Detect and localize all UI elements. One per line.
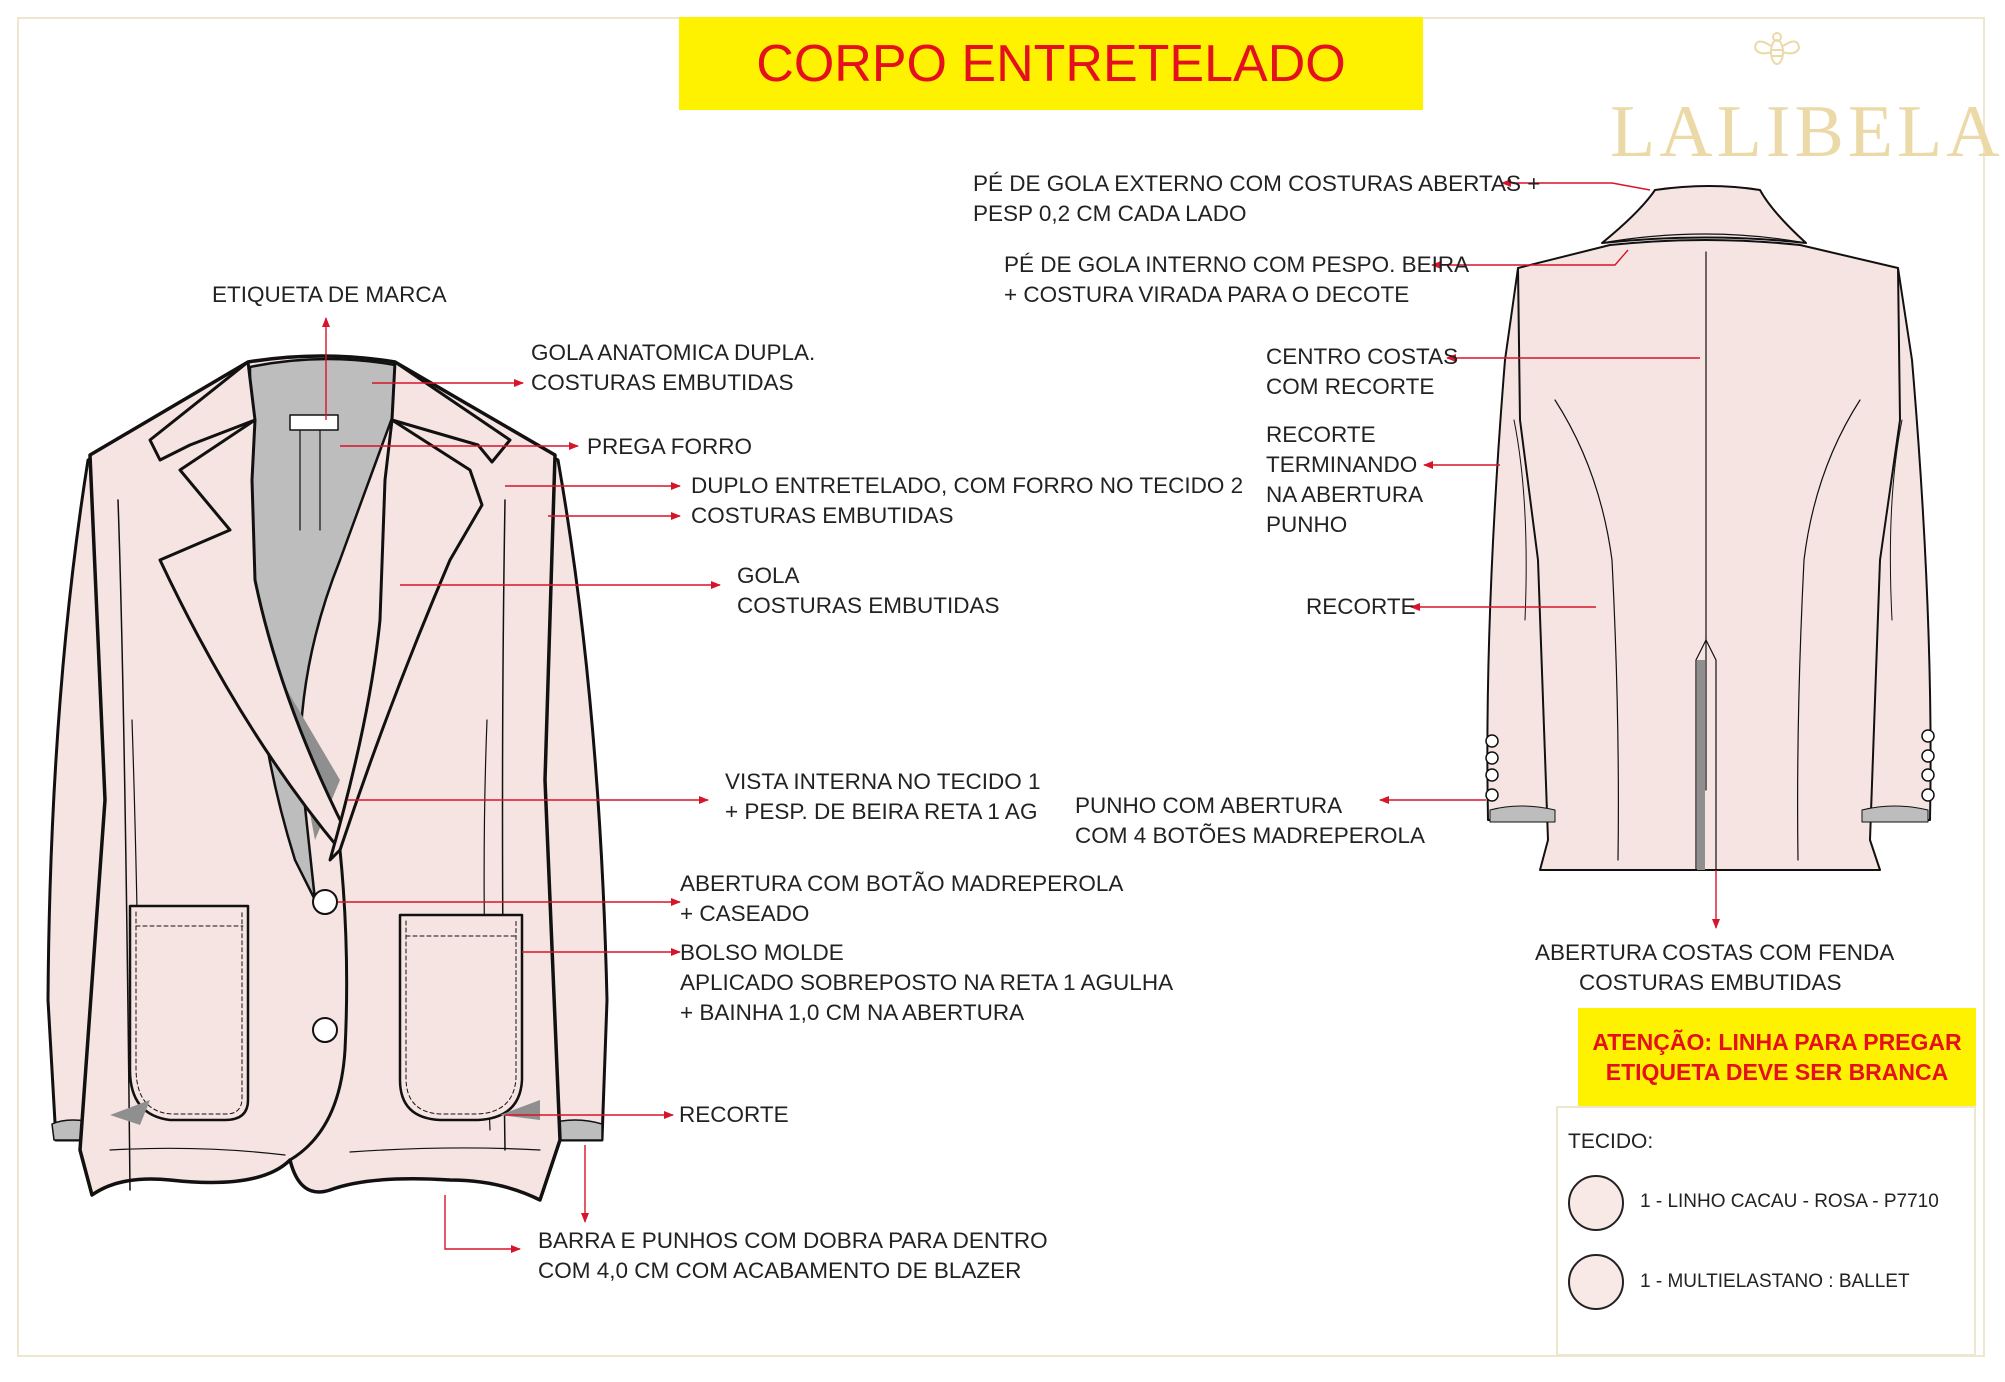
label-pe-externo-2: PESP 0,2 CM CADA LADO (973, 201, 1247, 226)
label-recorte-term-4: PUNHO (1266, 512, 1348, 537)
label-bolso-2: APLICADO SOBREPOSTO NA RETA 1 AGULHA (680, 970, 1174, 995)
label-gola-anatomica-2: COSTURAS EMBUTIDAS (531, 370, 794, 395)
label-recorte-back: RECORTE (1306, 594, 1416, 619)
label-barra-1: BARRA E PUNHOS COM DOBRA PARA DENTRO (538, 1228, 1048, 1253)
label-centro-2: COM RECORTE (1266, 374, 1435, 399)
label-gola-2: COSTURAS EMBUTIDAS (737, 593, 1000, 618)
back-jacket (1486, 186, 1934, 870)
brand-logo: LALIBELA (1610, 91, 2004, 173)
label-abertura-2: + CASEADO (680, 901, 810, 926)
warning-banner (1578, 1008, 1976, 1106)
label-vista-1: VISTA INTERNA NO TECIDO 1 (725, 769, 1041, 794)
fabric-item-2: 1 - MULTIELASTANO : BALLET (1640, 1271, 1910, 1292)
label-bolso-3: + BAINHA 1,0 CM NA ABERTURA (680, 1000, 1025, 1025)
label-bolso-1: BOLSO MOLDE (680, 940, 844, 965)
label-recorte-term-1: RECORTE (1266, 422, 1376, 447)
right-pocket (400, 915, 522, 1120)
warning-line-1: ATENÇÃO: LINHA PARA PREGAR (1592, 1029, 1962, 1055)
label-vista-2: + PESP. DE BEIRA RETA 1 AG (725, 799, 1038, 824)
label-recorte-term-2: TERMINANDO (1266, 452, 1418, 477)
fabric-swatch-1 (1568, 1175, 1624, 1231)
label-fenda-2: COSTURAS EMBUTIDAS (1579, 970, 1842, 995)
label-pe-interno-1: PÉ DE GOLA INTERNO COM PESPO. BEIRA (1004, 252, 1470, 277)
front-button-2 (313, 1018, 337, 1042)
left-pocket (130, 906, 248, 1120)
label-abertura-1: ABERTURA COM BOTÃO MADREPEROLA (680, 871, 1124, 896)
brand-label (290, 415, 338, 430)
label-duplo-2: COSTURAS EMBUTIDAS (691, 503, 954, 528)
label-recorte-term-3: NA ABERTURA (1266, 482, 1424, 507)
label-etiqueta: ETIQUETA DE MARCA (212, 282, 447, 307)
label-pe-externo-1: PÉ DE GOLA EXTERNO COM COSTURAS ABERTAS + (973, 171, 1541, 196)
back-body (1518, 240, 1900, 870)
label-gola-1: GOLA (737, 563, 800, 588)
fabric-item-1: 1 - LINHO CACAU - ROSA - P7710 (1640, 1191, 1939, 1212)
fabric-swatch-2 (1568, 1254, 1624, 1310)
label-pe-interno-2: + COSTURA VIRADA PARA O DECOTE (1004, 282, 1410, 307)
label-barra-2: COM 4,0 CM COM ACABAMENTO DE BLAZER (538, 1258, 1022, 1283)
label-fenda-1: ABERTURA COSTAS COM FENDA (1535, 940, 1895, 965)
front-jacket (48, 356, 607, 1200)
label-prega: PREGA FORRO (587, 434, 753, 459)
label-gola-anatomica-1: GOLA ANATOMICA DUPLA. (531, 340, 816, 365)
front-button-1 (313, 890, 337, 914)
label-punho-1: PUNHO COM ABERTURA (1075, 793, 1343, 818)
fabric-title: TECIDO: (1568, 1130, 1654, 1153)
warning-line-2: ETIQUETA DEVE SER BRANCA (1605, 1059, 1949, 1085)
label-punho-2: COM 4 BOTÕES MADREPEROLA (1075, 823, 1426, 848)
arrow-barra (445, 1195, 520, 1249)
label-centro-1: CENTRO COSTAS (1266, 344, 1459, 369)
label-duplo-1: DUPLO ENTRETELADO, COM FORRO NO TECIDO 2 (691, 473, 1244, 498)
page-title: CORPO ENTRETELADO (756, 34, 1346, 93)
label-recorte-front: RECORTE (679, 1102, 789, 1127)
